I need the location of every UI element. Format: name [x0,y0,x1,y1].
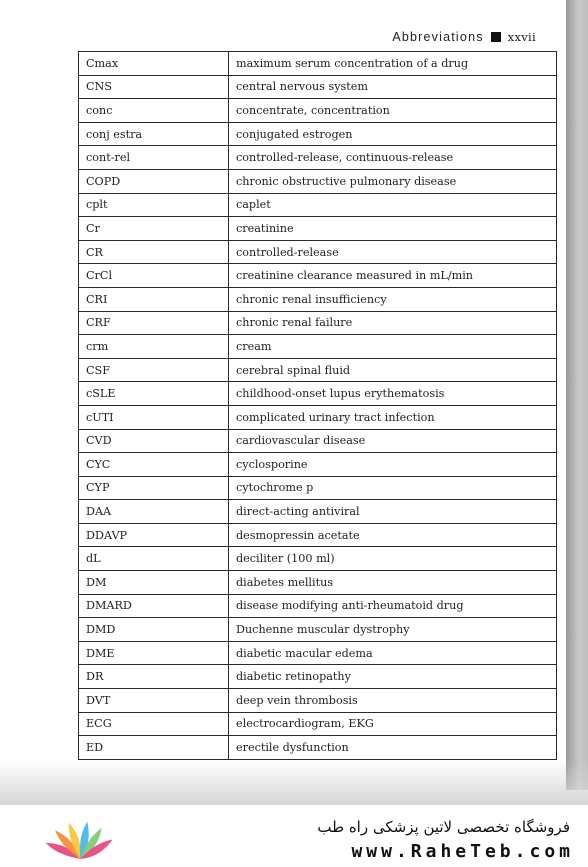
abbreviation-definition: creatinine clearance measured in mL/min [229,264,557,288]
square-bullet-icon [491,32,501,42]
abbreviation-term: DMD [79,618,229,642]
table-row [79,712,557,736]
abbreviation-definition: controlled-release, continuous-release [229,146,557,170]
abbreviation-term: DR [79,665,229,689]
running-head [392,30,536,44]
abbreviation-term: CNS [79,75,229,99]
abbreviation-term: DME [79,641,229,665]
abbreviation-term: DMARD [79,594,229,618]
abbreviation-term: ECG [79,712,229,736]
table-row [79,240,557,264]
abbreviation-term: crm [79,335,229,359]
abbreviation-definition: cardiovascular disease [229,429,557,453]
abbreviation-definition: direct-acting antiviral [229,500,557,524]
abbreviation-definition: diabetic macular edema [229,641,557,665]
abbreviation-term: Cmax [79,52,229,76]
abbreviation-definition: chronic renal failure [229,311,557,335]
bottom-scan-fade [0,760,588,805]
table-row [79,287,557,311]
abbreviation-term: DAA [79,500,229,524]
abbreviation-term: CR [79,240,229,264]
table-row [79,405,557,429]
abbreviation-definition: deciliter (100 ml) [229,547,557,571]
table-row [79,264,557,288]
abbreviation-term: CVD [79,429,229,453]
table-row [79,217,557,241]
page-number: xxvii [507,30,536,44]
abbreviation-definition: erectile dysfunction [229,736,557,760]
table-row [79,736,557,760]
abbreviation-definition: desmopressin acetate [229,523,557,547]
table-row [79,358,557,382]
abbreviation-definition: creatinine [229,217,557,241]
table-row [79,665,557,689]
table-row [79,453,557,477]
abbreviation-definition: complicated urinary tract infection [229,405,557,429]
table-row [79,689,557,713]
abbreviation-term: dL [79,547,229,571]
abbreviation-term: COPD [79,169,229,193]
abbreviation-term: Cr [79,217,229,241]
abbreviation-definition: diabetes mellitus [229,571,557,595]
abbreviations-table [78,51,557,760]
abbreviations-table-body [79,52,557,760]
table-row [79,594,557,618]
table-row [79,641,557,665]
table-row [79,146,557,170]
abbreviation-definition: electrocardiogram, EKG [229,712,557,736]
table-row [79,571,557,595]
table-row [79,500,557,524]
abbreviation-term: CRF [79,311,229,335]
abbreviation-definition: chronic renal insufficiency [229,287,557,311]
abbreviation-term: ED [79,736,229,760]
abbreviation-definition: chronic obstructive pulmonary disease [229,169,557,193]
abbreviation-definition: cytochrome p [229,476,557,500]
table-row [79,476,557,500]
abbreviation-term: CRI [79,287,229,311]
store-name: فروشگاه تخصصی لاتین پزشکی راه طب [317,818,570,836]
table-row [79,122,557,146]
abbreviation-definition: disease modifying anti-rheumatoid drug [229,594,557,618]
table-row [79,169,557,193]
open-book-logo-icon [32,815,128,861]
abbreviation-term: cUTI [79,405,229,429]
table-row [79,193,557,217]
abbreviation-term: cplt [79,193,229,217]
abbreviation-term: cSLE [79,382,229,406]
abbreviation-term: DM [79,571,229,595]
abbreviation-definition: childhood-onset lupus erythematosis [229,382,557,406]
abbreviation-definition: conjugated estrogen [229,122,557,146]
store-url[interactable]: www.RaheTeb.com [351,841,574,862]
abbreviation-definition: Duchenne muscular dystrophy [229,618,557,642]
abbreviation-term: CSF [79,358,229,382]
table-row [79,429,557,453]
table-row [79,382,557,406]
table-row [79,52,557,76]
abbreviation-term: DDAVP [79,523,229,547]
running-head-label: Abbreviations [392,30,484,44]
abbreviation-definition: cream [229,335,557,359]
abbreviation-term: cont-rel [79,146,229,170]
abbreviation-definition: cyclosporine [229,453,557,477]
table-row [79,618,557,642]
table-row [79,547,557,571]
table-row [79,335,557,359]
abbreviation-term: DVT [79,689,229,713]
abbreviation-definition: concentrate, concentration [229,99,557,123]
abbreviation-definition: maximum serum concentration of a drug [229,52,557,76]
abbreviation-definition: cerebral spinal fluid [229,358,557,382]
abbreviation-term: CrCl [79,264,229,288]
abbreviation-term: CYC [79,453,229,477]
table-row [79,311,557,335]
page-edge-shadow [566,0,588,790]
abbreviation-definition: deep vein thrombosis [229,689,557,713]
abbreviation-definition: controlled-release [229,240,557,264]
table-row [79,99,557,123]
abbreviation-definition: caplet [229,193,557,217]
abbreviation-term: conc [79,99,229,123]
abbreviation-term: CYP [79,476,229,500]
store-footer [0,805,588,867]
abbreviation-definition: central nervous system [229,75,557,99]
table-row [79,523,557,547]
abbreviation-definition: diabetic retinopathy [229,665,557,689]
table-row [79,75,557,99]
abbreviation-term: conj estra [79,122,229,146]
